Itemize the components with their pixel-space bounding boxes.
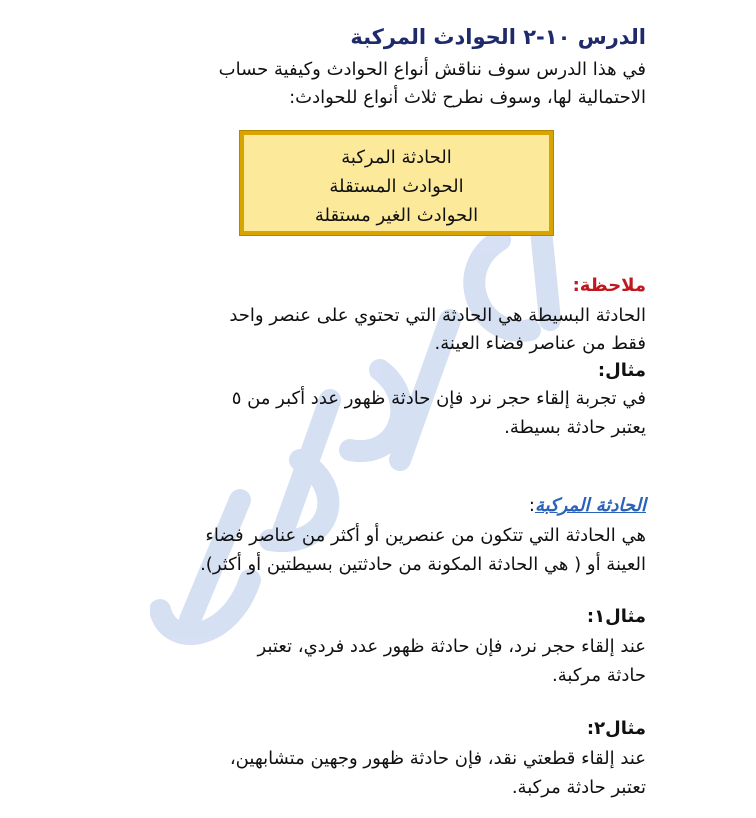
note-line-1: الحادثة البسيطة هي الحادثة التي تحتوي على عنصر واحد: [229, 305, 646, 326]
compound-line-2: العينة أو ( هي الحادثة المكونة من حادثتين بسيطتين أو أكثر).: [200, 554, 646, 575]
intro-line-2: الاحتمالية لها، وسوف نطرح ثلاث أنواع للحوادث:: [289, 87, 646, 108]
example2-heading: مثال٢:: [586, 718, 646, 739]
compound-line-1: هي الحادثة التي تتكون من عنصرين أو أكثر من عناصر فضاء: [205, 525, 646, 546]
lesson-title: الدرس ١٠-٢ الحوادث المركبة: [350, 25, 646, 49]
note-line-2: فقط من عناصر فضاء العينة.: [434, 333, 646, 354]
example2-line-2: تعتبر حادثة مركبة.: [511, 777, 646, 798]
note-example-line-2: يعتبر حادثة بسيطة.: [504, 417, 646, 438]
compound-heading-colon: :: [528, 495, 535, 516]
example2-line-1: عند إلقاء قطعتي نقد، فإن حادثة ظهور وجهين متشابهين،: [229, 748, 646, 769]
event-type-dependent: الحوادث الغير مستقلة: [314, 205, 479, 226]
event-types-box: [240, 131, 553, 235]
example1-line-1: عند إلقاء حجر نرد، فإن حادثة ظهور عدد فردي، تعتبر: [257, 636, 646, 657]
example1-heading: مثال١:: [586, 606, 646, 627]
example1-line-2: حادثة مركبة.: [552, 665, 646, 686]
note-heading: ملاحظة:: [572, 275, 646, 296]
note-example-heading: مثال:: [597, 360, 646, 381]
event-type-compound: الحادثة المركبة: [341, 147, 452, 168]
compound-heading: الحادثة المركبة: [534, 495, 646, 516]
note-example-line-1: في تجربة إلقاء حجر نرد فإن حادثة ظهور عدد أكبر من ٥: [231, 388, 646, 409]
intro-line-1: في هذا الدرس سوف نناقش أنواع الحوادث وكيفية حساب: [218, 59, 646, 80]
compound-heading-row: [80, 491, 646, 521]
event-type-independent: الحوادث المستقلة: [329, 176, 464, 197]
